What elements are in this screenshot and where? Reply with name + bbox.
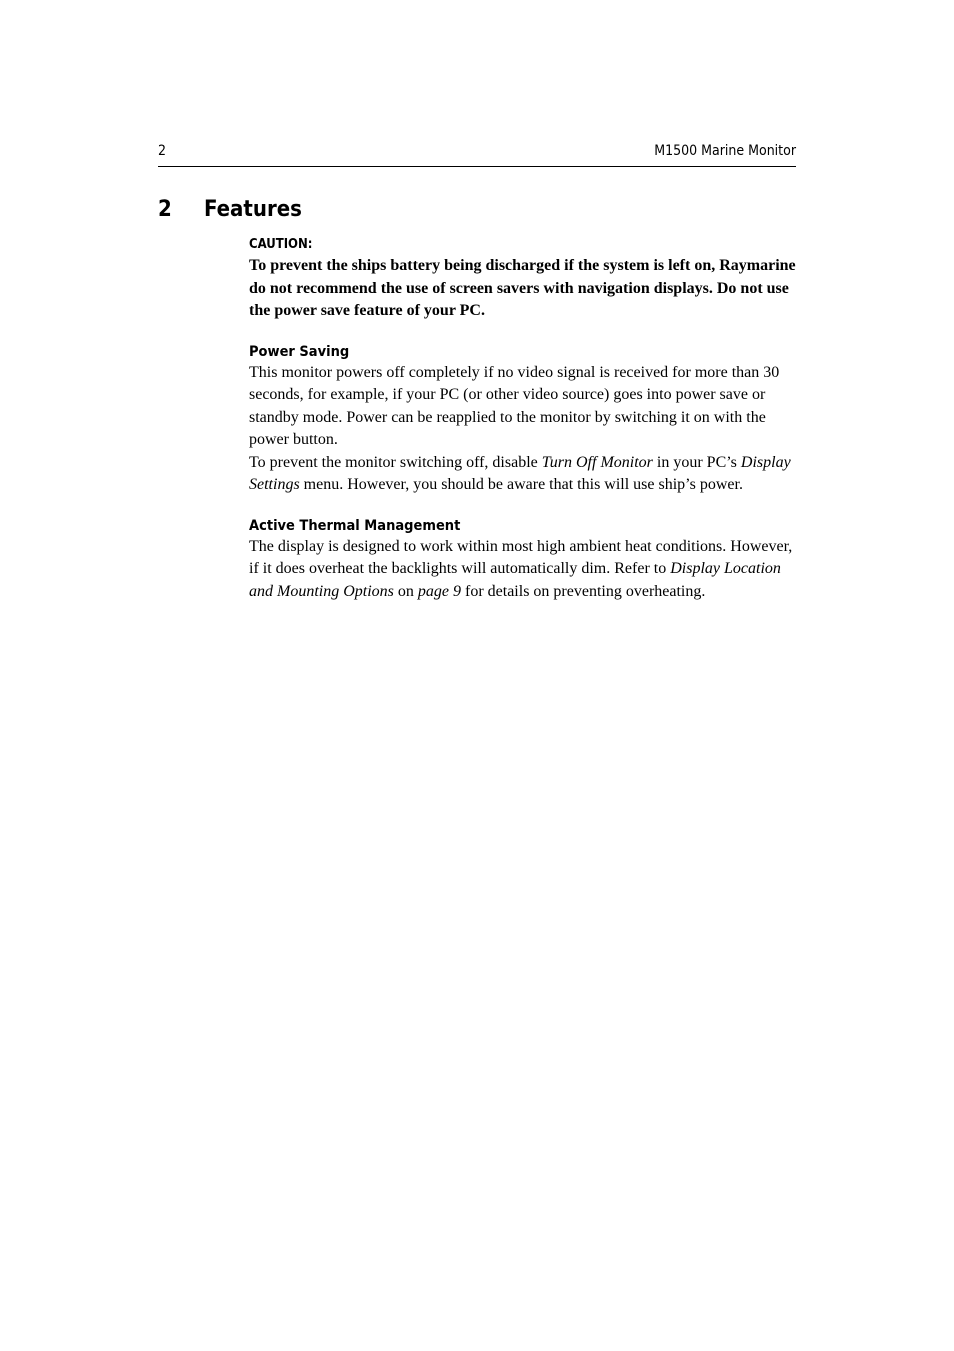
chapter-number: 2 xyxy=(158,197,172,222)
setting-reference: Turn Off Monitor xyxy=(541,453,653,471)
caution-text: To prevent the ships battery being discharged if the system is left on, Raymarine do not recommend the use of screen savers with navigation displays. Do not use the power save feature of your PC. xyxy=(249,257,796,319)
thermal-management-heading: Active Thermal Management xyxy=(249,517,461,534)
power-saving-paragraph-2 xyxy=(249,452,797,497)
chapter-title: Features xyxy=(204,197,302,222)
section-reference: Display Location and Mounting Options xyxy=(249,560,781,600)
text-run: in your PC’s xyxy=(652,453,741,471)
thermal-management-paragraph xyxy=(249,536,797,604)
power-saving-paragraph-1: This monitor powers off completely if no video signal is received for more than 30 seconds, for example, if your PC (or other video source) goes into power save or standby mode. Power can be reapplied to the monitor by switching it on with the power button. xyxy=(249,363,780,448)
text-run: for details on preventing overheating. xyxy=(461,582,706,600)
power-saving-heading: Power Saving xyxy=(249,343,350,360)
caution-label: CAUTION: xyxy=(249,237,313,252)
text-run: on xyxy=(393,582,418,600)
main-content xyxy=(249,235,797,603)
text-run: menu. However, you should be aware that this will use ship’s power. xyxy=(299,476,743,493)
document-title: M1500 Marine Monitor xyxy=(654,143,796,159)
text-run: The display is designed to work within most high ambient heat conditions. However, if it does overheat the backlights will automatically dim. Refer to xyxy=(249,537,793,577)
menu-reference: Display Settings xyxy=(249,453,791,493)
page-reference: page 9 xyxy=(417,582,461,600)
page-header xyxy=(158,141,796,167)
text-run: To prevent the monitor switching off, disable xyxy=(249,453,542,471)
page-number: 2 xyxy=(158,143,167,159)
